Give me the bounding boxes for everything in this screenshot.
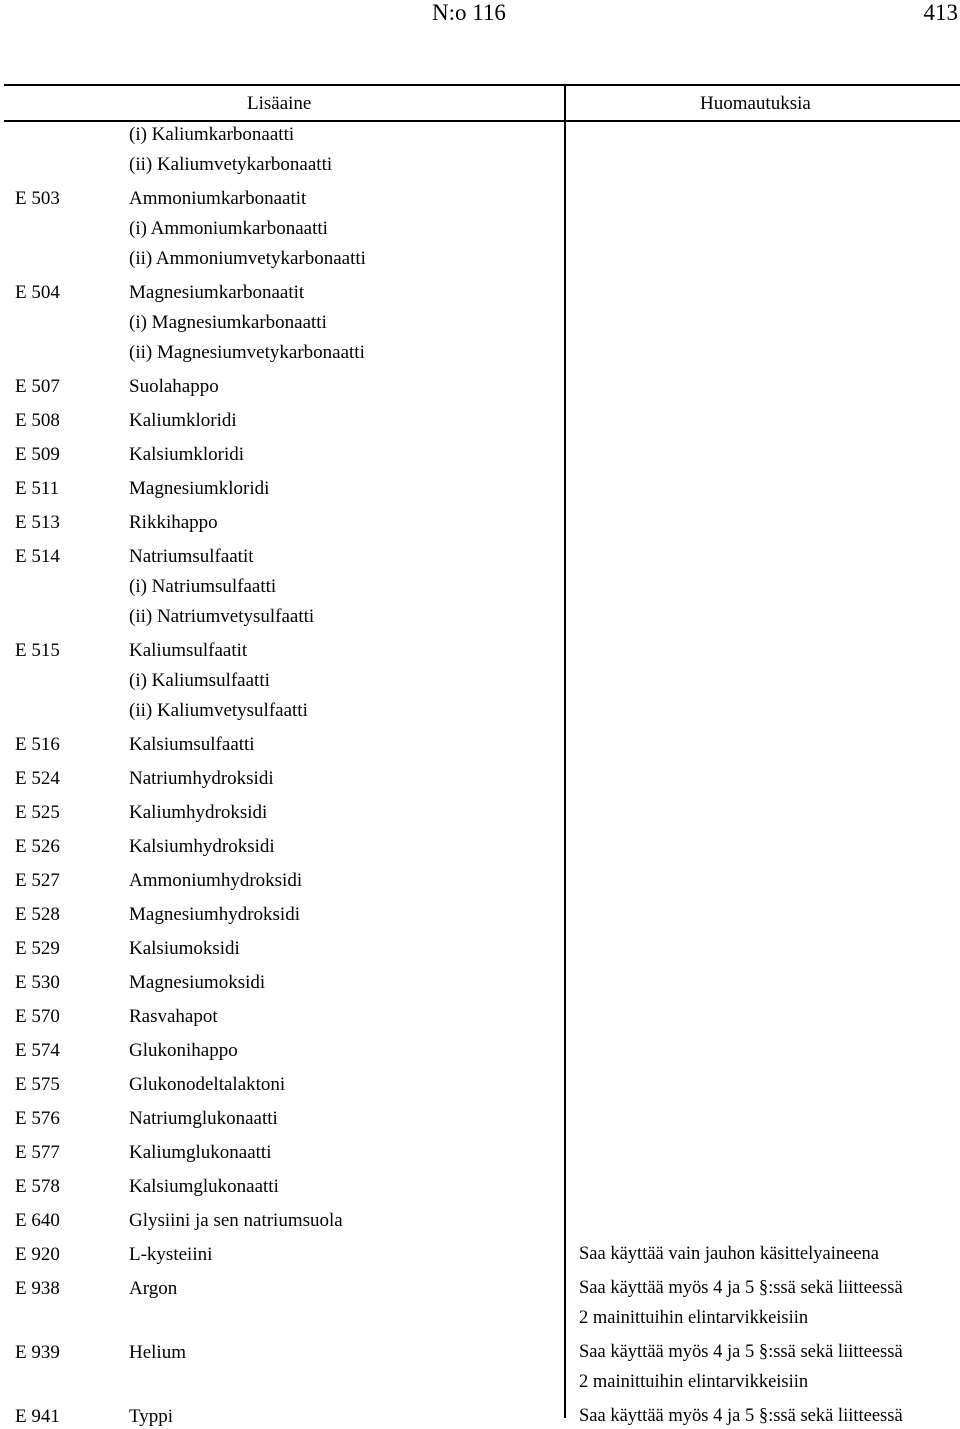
additive-name-line: (ii) Magnesiumvetykarbonaatti [129,342,365,363]
table-row [0,800,960,825]
additive-code: E 574 [15,1040,60,1061]
additive-name [129,1340,186,1365]
additive-name-line: Kalsiumsulfaatti [129,734,255,755]
table-row [0,1140,960,1165]
additive-code: E 507 [15,376,60,397]
additive-name [129,638,308,723]
additive-code: E 513 [15,512,60,533]
additive-code: E 516 [15,734,60,755]
additive-code: E 503 [15,188,60,209]
additive-code: E 529 [15,938,60,959]
additive-name [129,1106,278,1131]
table-row [0,1174,960,1199]
additive-name [129,868,302,893]
additive-name [129,280,365,365]
additive-name-line: Kaliumsulfaatit [129,640,248,661]
table-row [0,476,960,501]
additive-name-line: (i) Ammoniumkarbonaatti [129,218,328,239]
additive-name-line: Kaliumglukonaatti [129,1142,272,1163]
additive-name [129,936,240,961]
additive-name-line: Kaliumkloridi [129,410,237,431]
additive-name [129,1208,343,1233]
table-row [0,638,960,723]
additive-name [129,1004,218,1029]
additive-name-line: Rasvahapot [129,1006,218,1027]
additive-name-line: Magnesiumoksidi [129,972,266,993]
remark-line: Saa käyttää myös 4 ja 5 §:ssä sekä liitteessä [579,1406,903,1426]
remark-line: Saa käyttää myös 4 ja 5 §:ssä sekä liitteessä [579,1278,903,1298]
additive-code: E 578 [15,1176,60,1197]
column-header-remarks: Huomautuksia [700,93,811,114]
table-row [0,1404,960,1429]
remark-line: Saa käyttää myös 4 ja 5 §:ssä sekä liitteessä [579,1342,903,1362]
remark-line: 2 mainittuihin elintarvikkeisiin [579,1308,809,1328]
additive-code: E 530 [15,972,60,993]
additive-code: E 525 [15,802,60,823]
additive-name-line: Natriumsulfaatit [129,546,254,567]
additive-code: E 920 [15,1244,60,1265]
remark [579,1340,903,1395]
additive-name-line: Magnesiumkloridi [129,478,270,499]
remark [579,1404,903,1429]
additive-name-line: Ammoniumkarbonaatit [129,188,307,209]
table-row [0,868,960,893]
additive-name-line: Glukonodeltalaktoni [129,1074,286,1095]
table-row [0,1004,960,1029]
additive-name [129,374,219,399]
additive-name-line: Glysiini ja sen natriumsuola [129,1210,343,1231]
page-number: 413 [923,0,958,25]
table-row [0,374,960,399]
additive-code: E 504 [15,282,60,303]
table-row [0,442,960,467]
table-row [0,1276,960,1331]
table-row [0,970,960,995]
table-row [0,1106,960,1131]
table-row [0,1242,960,1267]
additive-name [129,510,218,535]
additive-code: E 576 [15,1108,60,1129]
table-body [0,122,960,1429]
additive-name-line: Argon [129,1278,178,1299]
table-row [0,280,960,365]
page-header [0,0,960,30]
additive-name [129,732,255,757]
remark [579,1276,903,1331]
additive-name-line: (ii) Ammoniumvetykarbonaatti [129,248,366,269]
table-header [0,86,960,120]
additive-code: E 938 [15,1278,60,1299]
additive-name-line: (i) Kaliumkarbonaatti [129,124,295,145]
additive-name [129,1242,212,1267]
additive-name-line: (ii) Natriumvetysulfaatti [129,606,315,627]
additive-name-line: Suolahappo [129,376,219,397]
additive-name [129,1072,285,1097]
additive-name-line: (ii) Kaliumvetysulfaatti [129,700,308,721]
additive-name-line: Magnesiumhydroksidi [129,904,300,925]
additive-code: E 509 [15,444,60,465]
additive-code: E 524 [15,768,60,789]
additive-name [129,1174,279,1199]
additive-code: E 527 [15,870,60,891]
additive-code: E 575 [15,1074,60,1095]
additive-code: E 514 [15,546,60,567]
additive-name-line: Natriumglukonaatti [129,1108,278,1129]
column-header-additive: Lisäaine [247,93,312,114]
additive-name [129,408,237,433]
additive-name-line: Kaliumhydroksidi [129,802,268,823]
table-row [0,544,960,629]
additive-code: E 528 [15,904,60,925]
additive-code: E 939 [15,1342,60,1363]
table-row [0,1340,960,1395]
table-row [0,1038,960,1063]
table-row [0,732,960,757]
additive-name-line: Glukonihappo [129,1040,238,1061]
table-row [0,510,960,535]
additive-name-line: (i) Kaliumsulfaatti [129,670,270,691]
table-row [0,122,960,177]
additive-code: E 526 [15,836,60,857]
additive-name [129,1276,177,1301]
additive-name [129,1404,173,1429]
table-row [0,1072,960,1097]
table-row [0,408,960,433]
additive-name-line: Magnesiumkarbonaatit [129,282,305,303]
additive-name [129,1140,271,1165]
table-row [0,936,960,961]
additive-name [129,834,275,859]
additive-name [129,1038,238,1063]
remark-line: 2 mainittuihin elintarvikkeisiin [579,1372,809,1392]
additive-code: E 941 [15,1406,60,1427]
additive-name-line: Ammoniumhydroksidi [129,870,303,891]
additive-name [129,766,274,791]
additive-code: E 515 [15,640,60,661]
table-row [0,1208,960,1233]
additive-name [129,970,265,995]
additive-name [129,800,267,825]
additive-name [129,186,366,271]
additive-name-line: L-kysteiini [129,1244,213,1265]
additive-name-line: (i) Magnesiumkarbonaatti [129,312,327,333]
table-row [0,902,960,927]
remark [579,1242,879,1267]
remark-line: Saa käyttää vain jauhon käsittelyaineena [579,1244,879,1264]
additive-name-line: Natriumhydroksidi [129,768,274,789]
additive-name [129,476,269,501]
additive-name-line: Kalsiumhydroksidi [129,836,275,857]
additive-code: E 570 [15,1006,60,1027]
additive-name-line: Kalsiumglukonaatti [129,1176,279,1197]
additive-name-line: (i) Natriumsulfaatti [129,576,277,597]
additive-name-line: Typpi [129,1406,174,1427]
additive-name [129,902,300,927]
additive-name-line: Rikkihappo [129,512,218,533]
additive-code: E 508 [15,410,60,431]
issue-number: N:o 116 [432,0,506,25]
additive-name [129,122,332,177]
additive-name-line: Kalsiumoksidi [129,938,240,959]
additive-code: E 640 [15,1210,60,1231]
table-row [0,766,960,791]
additive-code: E 577 [15,1142,60,1163]
additive-name-line: Kalsiumkloridi [129,444,245,465]
additive-code: E 511 [15,478,60,499]
additive-name [129,442,244,467]
table-row [0,186,960,271]
additive-name-line: Helium [129,1342,186,1363]
additive-name [129,544,314,629]
table-row [0,834,960,859]
additive-name-line: (ii) Kaliumvetykarbonaatti [129,154,333,175]
